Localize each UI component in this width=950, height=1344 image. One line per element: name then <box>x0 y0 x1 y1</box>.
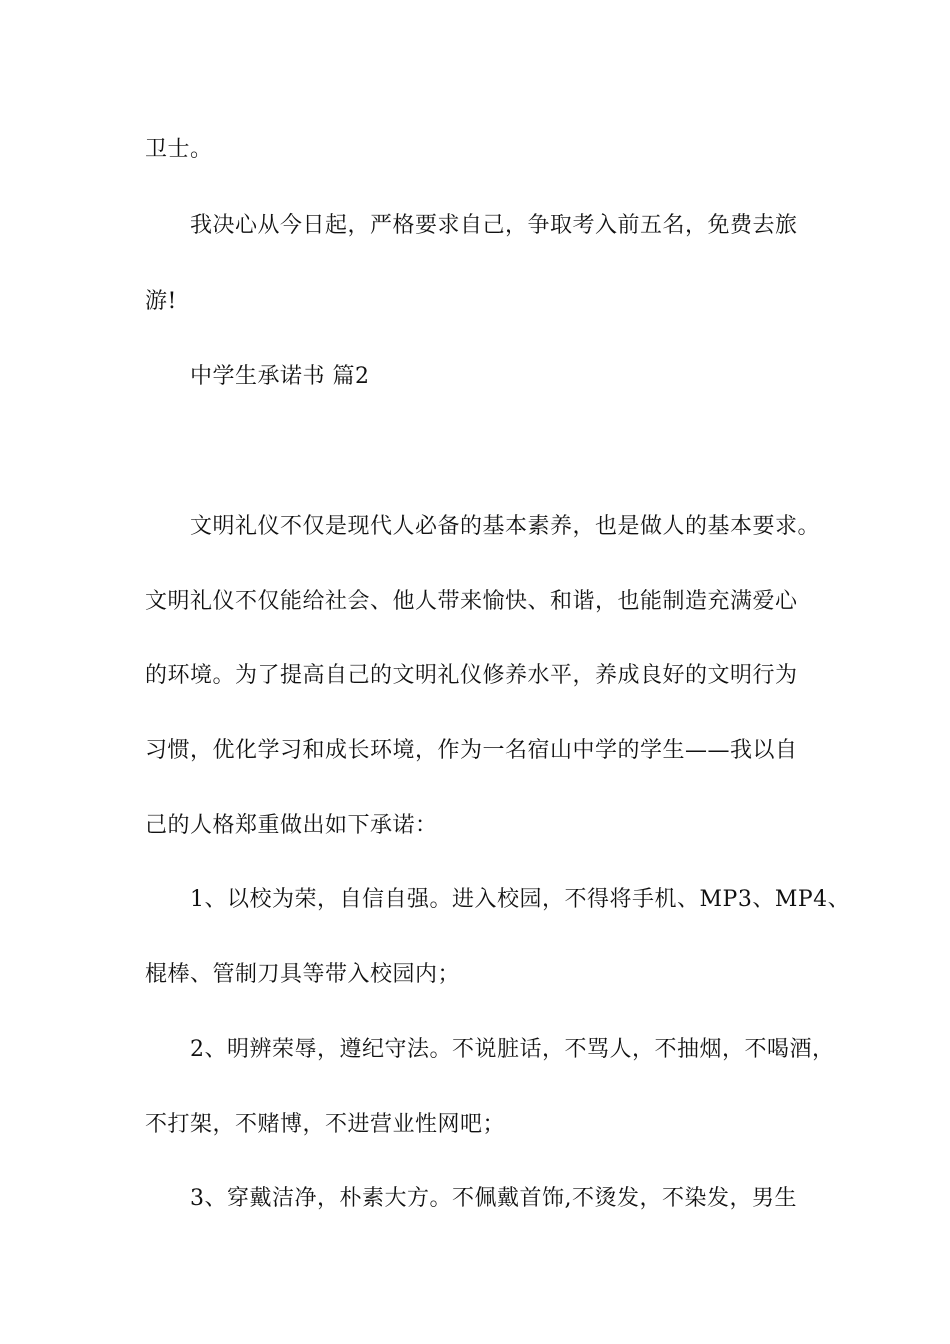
text-line: 我决心从今日起，严格要求自己，争取考入前五名，免费去旅 <box>190 213 798 238</box>
text-line: 不打架，不赌博，不进营业性网吧； <box>145 1112 506 1137</box>
list-item-text: 3、穿戴洁净，朴素大方。不佩戴首饰,不烫发，不染发，男生 <box>190 1186 797 1211</box>
section-heading: 中学生承诺书 篇2 <box>190 364 370 389</box>
text-line: 的环境。为了提高自己的文明礼仪修养水平，养成良好的文明行为 <box>145 663 798 688</box>
text-line: 游! <box>145 289 177 314</box>
text-line: 棍棒、管制刀具等带入校园内； <box>145 962 461 987</box>
text-line: 己的人格郑重做出如下承诺： <box>145 813 438 838</box>
text-line: 习惯，优化学习和成长环境，作为一名宿山中学的学生——我以自 <box>145 738 798 763</box>
list-item-text: 1、以校为荣，自信自强。进入校园，不得将手机、MP3、MP4、 <box>190 887 851 912</box>
text-line: 卫士。 <box>145 137 213 162</box>
list-item-text: 2、明辨荣辱，遵纪守法。不说脏话，不骂人，不抽烟，不喝酒， <box>190 1037 835 1062</box>
text-line: 文明礼仪不仅是现代人必备的基本素养，也是做人的基本要求。 <box>190 514 821 539</box>
text-line: 文明礼仪不仅能给社会、他人带来愉快、和谐，也能制造充满爱心 <box>145 589 798 614</box>
